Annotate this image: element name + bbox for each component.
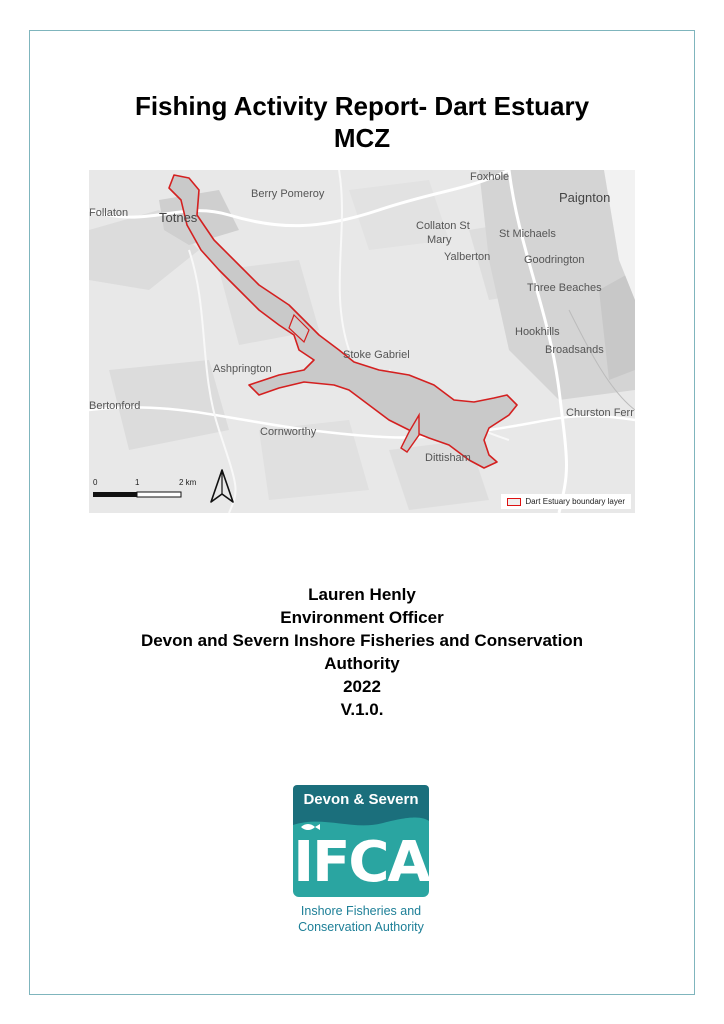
place-paignton: Paignton xyxy=(559,190,611,205)
author-name: Lauren Henly xyxy=(308,585,416,604)
logo-subtitle xyxy=(290,903,432,935)
logo-sub-line-1: Inshore Fisheries and xyxy=(300,904,422,918)
scale-label-2: 2 km xyxy=(179,478,197,487)
place-broadsands: Broadsands xyxy=(545,344,604,356)
author-block xyxy=(60,583,664,721)
author-role: Environment Officer xyxy=(280,608,444,627)
report-version: V.1.0. xyxy=(340,700,384,719)
place-collaton-1: Collaton St xyxy=(416,220,470,232)
logo-ifca-text: IFCA xyxy=(293,830,429,895)
title-line-2: MCZ xyxy=(333,123,391,153)
place-stoke-gabriel: Stoke Gabriel xyxy=(343,349,410,361)
estuary-map xyxy=(89,170,635,513)
author-org-line-1: Devon and Severn Inshore Fisheries and Conservation xyxy=(140,631,584,650)
scale-label-1: 1 xyxy=(135,478,140,487)
report-year: 2022 xyxy=(343,677,381,696)
ifca-logo xyxy=(290,785,432,940)
place-churston: Churston Ferr xyxy=(566,407,634,419)
title-line-1: Fishing Activity Report- Dart Estuary xyxy=(134,91,590,121)
legend-label: Dart Estuary boundary layer xyxy=(525,497,625,506)
place-st-michaels: St Michaels xyxy=(499,228,556,240)
author-org-line-2: Authority xyxy=(324,654,400,673)
place-follaton: Follaton xyxy=(89,207,129,219)
report-title xyxy=(60,90,664,154)
place-bertonford: Bertonford xyxy=(89,400,141,412)
place-collaton-2: Mary xyxy=(427,234,452,246)
scale-label-0: 0 xyxy=(93,478,98,487)
place-goodrington: Goodrington xyxy=(524,254,585,266)
logo-top-band: Devon & Severn xyxy=(293,785,429,815)
place-yalberton: Yalberton xyxy=(444,251,491,263)
map-legend xyxy=(501,494,631,509)
logo-main-panel xyxy=(293,815,429,897)
place-hookhills: Hookhills xyxy=(515,326,560,338)
place-dittisham: Dittisham xyxy=(425,452,471,464)
place-ashprington: Ashprington xyxy=(213,363,272,375)
place-cornworthy: Cornworthy xyxy=(260,426,317,438)
scale-bar xyxy=(93,492,181,497)
place-berry-pomeroy: Berry Pomeroy xyxy=(251,188,325,200)
place-three-beaches: Three Beaches xyxy=(527,282,602,294)
legend-swatch xyxy=(507,498,521,506)
logo-sub-line-2: Conservation Authority xyxy=(298,920,424,934)
place-foxhole: Foxhole xyxy=(470,171,510,183)
place-totnes: Totnes xyxy=(159,210,198,225)
